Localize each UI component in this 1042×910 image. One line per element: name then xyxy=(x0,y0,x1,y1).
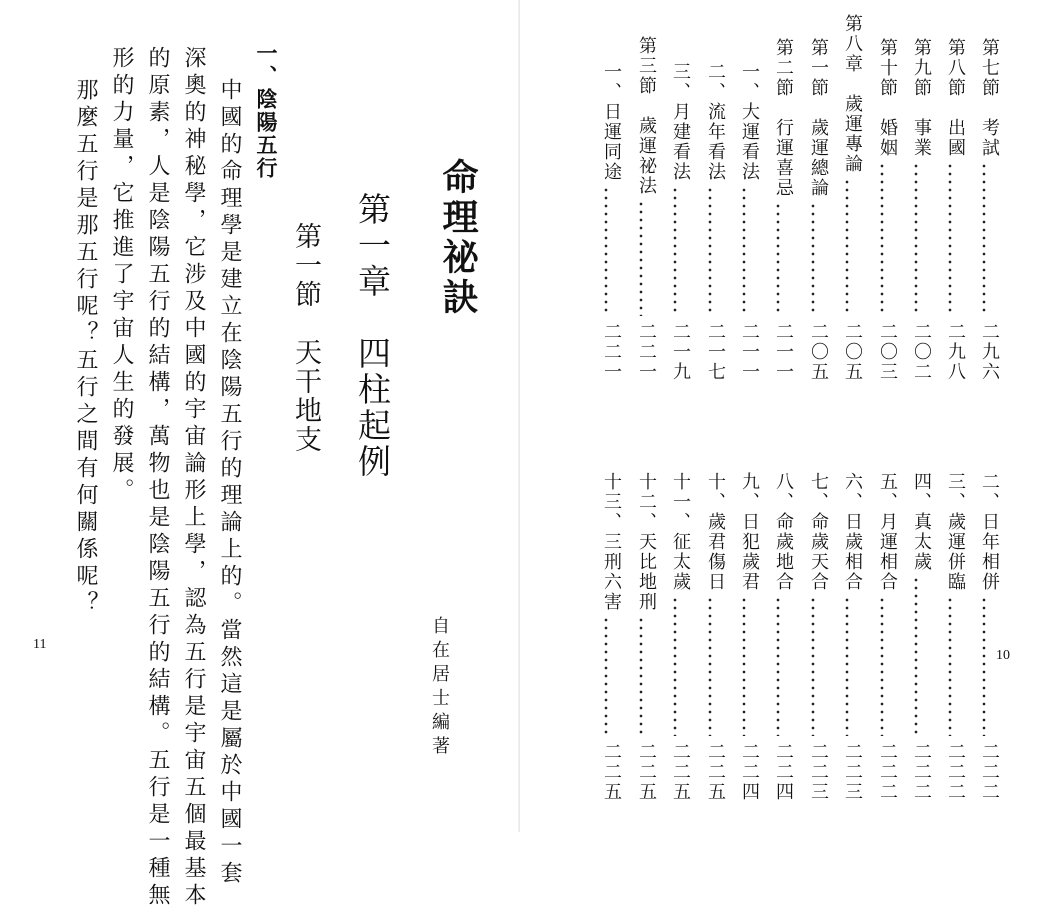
toc-entry xyxy=(696,0,724,832)
section-heading: 第一節 天干地支 xyxy=(290,222,321,454)
toc-entry-label: 十一、征太歲 xyxy=(670,472,691,592)
toc-entry-page: 二二二 xyxy=(877,742,898,802)
toc-entry-label: 四、真太歲 xyxy=(911,472,932,572)
toc-entry-page: 二二五 xyxy=(636,742,657,802)
toc-entry-label: 第一節 歲運總論 xyxy=(808,38,829,198)
paragraph-line: 深奧的神秘學，它涉及中國的宇宙論形上學，認為五行是宇宙五個最基本 xyxy=(181,46,206,910)
toc-entry-page: 二二五 xyxy=(705,742,726,802)
toc-entry-label: 七、命歲天合 xyxy=(808,472,829,592)
toc-entry-label: 十三、三刑六害 xyxy=(601,472,622,612)
toc-entry-label: 第三節 歲運祕法 xyxy=(636,36,657,196)
toc-entry-page: 二一七 xyxy=(705,322,726,382)
toc-leader-dots xyxy=(811,596,815,736)
toc-entry xyxy=(833,0,861,832)
toc-entry-label: 二、日年相併 xyxy=(979,472,1000,592)
toc-leader-dots xyxy=(948,596,952,736)
subsection-heading: 一、陰陽五行 xyxy=(254,42,279,180)
toc-entry-page: 二一一 xyxy=(773,322,794,382)
toc-entry xyxy=(799,0,827,832)
toc-leader-dots xyxy=(673,596,677,736)
toc-entry-page: 二二二 xyxy=(945,742,966,802)
toc-entry xyxy=(627,0,655,832)
toc-entry-label: 五、月運相合 xyxy=(877,472,898,592)
toc-entry-label: 三、歲運併臨 xyxy=(945,472,966,592)
toc-entry xyxy=(970,0,998,832)
toc-leader-dots xyxy=(776,596,780,736)
toc-entry xyxy=(730,0,758,832)
toc-entry-label: 第八節 出國 xyxy=(945,38,966,158)
toc-entry-label: 六、日歲相合 xyxy=(842,472,863,592)
toc-entry-page: 二二五 xyxy=(601,742,622,802)
toc-entry-page: 二〇三 xyxy=(877,322,898,382)
toc-entry-label: 第七節 考試 xyxy=(979,38,1000,158)
toc-entry-page: 二二三 xyxy=(808,742,829,802)
toc-leader-dots xyxy=(604,616,608,736)
toc-leader-dots xyxy=(708,596,712,736)
book-title: 命理祕訣 xyxy=(437,158,479,318)
toc-entry xyxy=(661,0,689,832)
toc-leader-dots xyxy=(639,616,643,736)
toc-leader-dots xyxy=(982,596,986,736)
toc-leader-dots xyxy=(845,596,849,736)
toc-entry-page: 二一九 xyxy=(670,322,691,382)
right-page xyxy=(520,0,1042,832)
paragraph-line: 中國的命理學是建立在陰陽五行的理論上的。當然這是屬於中國一套 xyxy=(217,78,242,888)
toc-entry-label: 一、日運同途 xyxy=(601,62,622,182)
page-number: 11 xyxy=(33,637,47,652)
toc-entry xyxy=(592,0,620,832)
toc-entry-label: 第十節 婚姻 xyxy=(877,38,898,158)
page-number: 10 xyxy=(996,648,1010,663)
toc-entry-page: 二〇五 xyxy=(808,322,829,382)
toc-entry-page: 二九八 xyxy=(945,322,966,382)
toc-entry-page: 二二二 xyxy=(911,742,932,802)
toc-entry xyxy=(936,0,964,832)
toc-entry-label: 十、歲君傷日 xyxy=(705,472,726,592)
toc-entry-page: 二二三 xyxy=(842,742,863,802)
toc-entry-page: 二二四 xyxy=(773,742,794,802)
toc-entry-page: 二〇五 xyxy=(842,322,863,382)
toc-entry xyxy=(868,0,896,832)
toc-entry xyxy=(764,0,792,832)
toc-leader-dots xyxy=(742,596,746,736)
toc-leader-dots xyxy=(914,576,918,736)
paragraph-line: 那麼五行是那五行呢？五行之間有何關係呢？ xyxy=(73,78,98,618)
paragraph-line: 的原素，人是陰陽五行的結構，萬物也是陰陽五行的結構。五行是一種無 xyxy=(145,46,170,910)
left-page xyxy=(0,0,520,910)
chapter-heading: 第一章 四柱起例 xyxy=(353,192,392,480)
toc-entry-label: 第二節 行運喜忌 xyxy=(773,38,794,198)
toc-entry-page: 二二一 xyxy=(601,322,622,382)
toc-entry-label: 八、命歲地合 xyxy=(773,472,794,592)
toc-entry-page: 二〇二 xyxy=(911,322,932,382)
toc-entry-label: 第九節 事業 xyxy=(911,38,932,158)
toc-entry-label: 九、日犯歲君 xyxy=(739,472,760,592)
toc-entry-page: 二二四 xyxy=(739,742,760,802)
toc-entry-label: 二、流年看法 xyxy=(705,62,726,182)
toc-entry-label: 第八章 歲運專論 xyxy=(842,14,863,174)
author: 自在居士編著 xyxy=(429,616,450,760)
toc-leader-dots xyxy=(880,596,884,736)
toc-entry-label: 三、月建看法 xyxy=(670,62,691,182)
toc-entry-label: 十二、天比地刑 xyxy=(636,472,657,612)
toc-entry-page: 二九六 xyxy=(979,322,1000,382)
toc-entry-label: 一、大運看法 xyxy=(739,62,760,182)
paragraph-line: 形的力量，它推進了宇宙人生的發展。 xyxy=(109,46,134,505)
toc-entry-page: 二二五 xyxy=(670,742,691,802)
toc-entry-page: 二一一 xyxy=(739,322,760,382)
toc-entry-page: 二二二 xyxy=(979,742,1000,802)
toc-entry-page: 二二一 xyxy=(636,322,657,382)
toc-entry xyxy=(902,0,930,832)
